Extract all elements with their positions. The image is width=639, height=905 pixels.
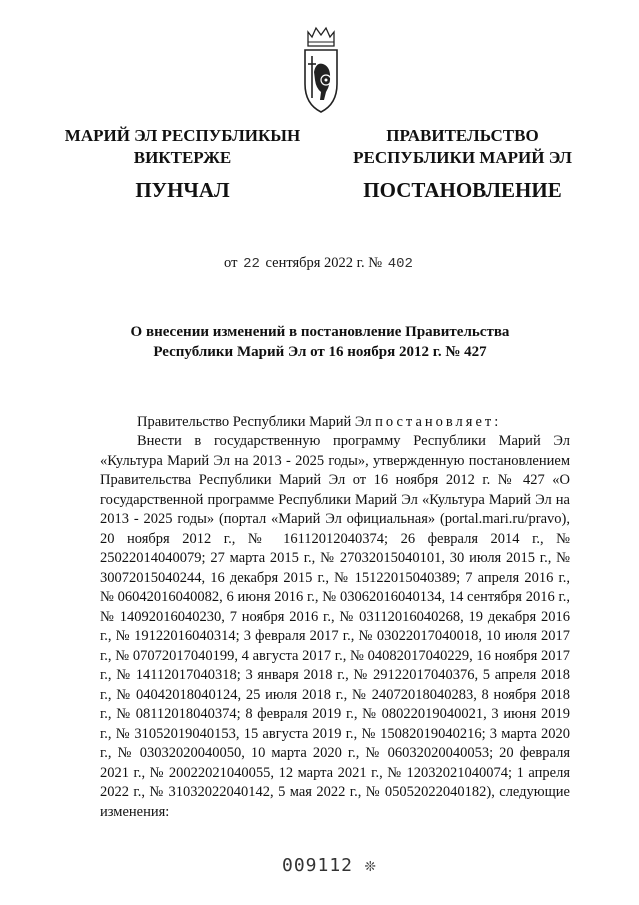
- serial-number-block: [282, 855, 377, 876]
- coat-of-arms-icon: [302, 22, 340, 116]
- intro-paragraph: [100, 413, 570, 433]
- intro-lead: Правительство Республики Марий Эл: [137, 414, 372, 430]
- intro-resolves: постановляет:: [375, 414, 502, 430]
- date-month-year: сентября 2022 г. №: [265, 255, 383, 271]
- date-line: [0, 255, 639, 272]
- header-right-block: [345, 125, 580, 201]
- main-paragraph: Внести в государственную программу Республики Марий Эл «Культура Марий Эл на 2013 - 2025 годы», утвержденную постановлением Правительства Республики Марий Эл от 16 ноября 2012 г. № 427 «О государственной программе Республики Марий Эл «Культура Марий Эл на 2013 - 2025 годы» (портал «Марий Эл официальная» (portal.mari.ru/pravo), 20 ноября 2012 г., № 16112012040374; 26 февраля 2014 г., № 25022014040079; 27 марта 2015 г., № 27032015040101, 30 июля 2015 г., № 30072015040244, 16 декабря 2015 г., № 15122015040389; 7 апреля 2016 г., № 06042016040082, 6 июня 2016 г., № 03062016040134, 14 сентября 2016 г., № 14092016040230, 7 ноября 2016 г., № 03112016040268, 19 декабря 2016 г., № 19122016040314; 3 февраля 2017 г., № 03022017040018, 10 июля 2017 г., № 07072017040199, 4 августа 2017 г., № 04082017040229, 16 ноября 2017 г., № 14112017040318; 3 января 2018 г., № 29122017040376, 5 апреля 2018 г., № 04042018040124, 25 июля 2018 г., № 24072018040283, 8 ноября 2018 г., № 08112018040374; 8 февраля 2019 г., № 08022019040021, 3 июня 2019 г., № 31052019040153, 15 августа 2019 г., № 15082019040216; 3 марта 2020 г., № 03032020040050, 10 марта 2020 г., № 06032020040053; 20 февраля 2021 г., № 20022021040055, 12 марта 2021 г., № 12032021040074; 1 апреля 2022 г., № 31032022040142, 5 мая 2022 г., № 05052022040182), следующие изменения:: [100, 433, 570, 820]
- header-left-line1: МАРИЙ ЭЛ РЕСПУБЛИКЫН: [64, 126, 301, 145]
- header-left-block: [60, 125, 305, 201]
- document-title: [100, 322, 540, 362]
- serial-number: 009112: [282, 855, 354, 876]
- header-right-doc-type: ПОСТАНОВЛЕНИЕ: [363, 178, 562, 202]
- header-left-doc-type: ПУНЧАЛ: [135, 178, 230, 202]
- serial-mark: ❊: [364, 855, 377, 876]
- title-line2: Республики Марий Эл от 16 ноября 2012 г. № 427: [153, 344, 487, 360]
- date-day: 22: [243, 256, 260, 272]
- title-line1: О внесении изменений в постановление Правительства: [130, 324, 510, 340]
- header-right-line2: РЕСПУБЛИКИ МАРИЙ ЭЛ: [353, 148, 572, 167]
- date-prefix: от: [224, 255, 238, 271]
- document-number: 402: [387, 256, 413, 272]
- header-left-line2: ВИКТЕРЖЕ: [133, 148, 232, 167]
- header-right-line1: ПРАВИТЕЛЬСТВО: [386, 126, 539, 145]
